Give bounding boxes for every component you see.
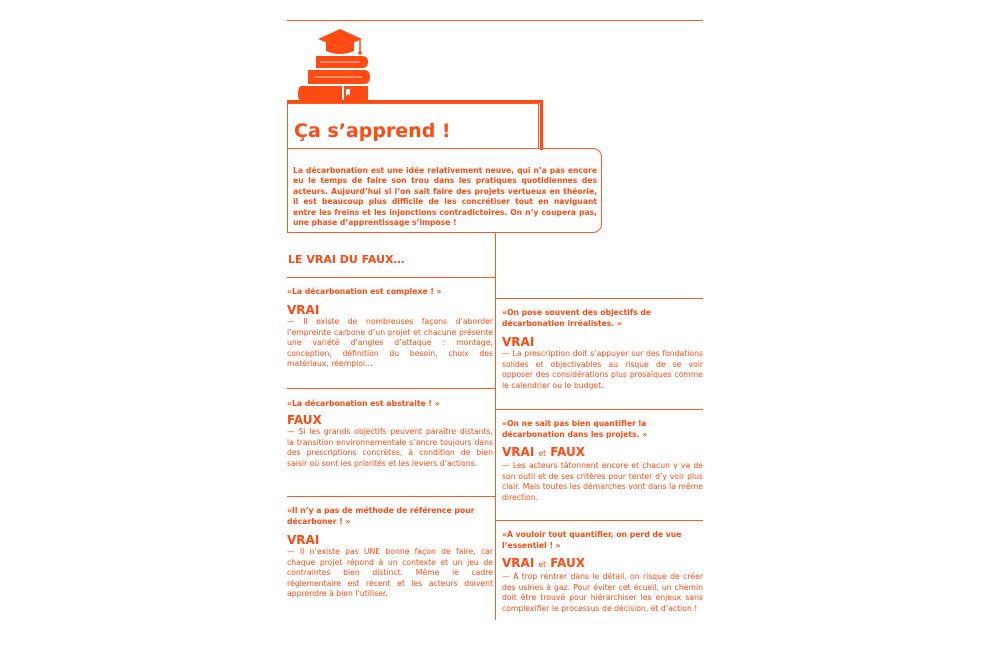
card-essentiel [502,529,703,614]
rule-right-2 [495,409,703,410]
card-verdict: VRAI [287,303,320,317]
card-question: «On pose souvent des objectifs de décarbonation irréalistes. » [502,308,652,328]
card-question: «La décarbonation est abstraite ! » [287,399,440,408]
top-rule [287,20,703,21]
card-quantifier [502,418,703,503]
card-verdict: VRAI [502,335,535,349]
card-verdict [502,445,703,461]
verdict-et: et [538,449,547,458]
card-methode [287,505,493,600]
rule-right-3 [495,520,703,521]
verdict-vrai: VRAI [502,445,535,459]
verdict-et: et [538,560,547,569]
card-verdict: FAUX [287,413,322,427]
rule-left-2 [287,388,495,389]
card-text: — Il existe de nombreuses façons d’aborder l’empreinte carbone d’un projet et chacune présente une variété d’angles d’attaque : montage, conception, définition du besoin, choix des matériaux, réemploi… [287,317,493,368]
verdict-faux: FAUX [550,445,585,459]
card-abstraite [287,398,493,469]
title-shadow-right [540,100,543,150]
verdict-faux: FAUX [550,556,585,570]
card-irrealistes [502,307,703,391]
card-verdict: VRAI [287,533,320,547]
intro-text: La décarbonation est une idée relativement neuve, qui n’a pas encore eu le temps de faire son trou dans les pratiques quotidiennes des acteurs. Aujourd’hui si l’on sait faire des projets vertueux en théorie, il est beaucoup plus difficile de les concrétiser tout en naviguant entre les freins et les injonctions contradictoires. On n’y coupera pas, une phase d’apprentissage s’impose ! [293,166,597,228]
section-title: LE VRAI DU FAUX… [288,253,405,266]
rule-left-3 [287,496,495,497]
graduation-cap-books-icon [298,26,378,104]
card-question: «À vouloir tout quantifier, on perd de vue l’essentiel ! » [502,530,682,550]
rule-left-1 [287,277,495,278]
card-text: — Si les grands objectifs peuvent paraître distants, la transition environnementale s’ancre toujours dans des prescriptions concrètes, à condition de bien saisir où sont les priorités et les leviers d’actions. [287,427,493,468]
card-question: «Il n’y a pas de méthode de référence pour décarboner ! » [287,506,475,526]
verdict-vrai: VRAI [502,556,535,570]
card-text: — Il n’existe pas UNE bonne façon de faire, car chaque projet répond à un contexte et un jeu de contraintes bien distinct. Même le cadre réglementaire est récent et les acteurs doivent apprendre à bien l’utiliser. [287,547,493,598]
card-complexe [287,286,493,370]
card-question: «On ne sait pas bien quantifier la décarbonation dans les projets. » [502,419,648,439]
card-question: «La décarbonation est complexe ! » [287,287,442,296]
column-divider [495,233,496,620]
rule-right-1 [495,298,703,299]
page-title: Ça s’apprend ! [294,120,451,142]
card-text: — À trop rentrer dans le détail, on risque de créer des usines à gaz. Pour éviter cet écueil, un chemin doit être trouvé pour hiérarchiser les enjeux sans complexifier le processus de décision, et d’action ! [502,572,703,613]
intro-box [287,148,602,233]
card-text: — Les acteurs tâtonnent encore et chacun y va de son outil et de ses critères pour tenter d’y voir plus clair. Mais toutes les démarches vont dans la même direction. [502,461,703,502]
card-text: — La prescription doit s’appuyer sur des fondations solides et objectivables au risque de se voir opposer des considérations plus prosaïques comme le calendrier ou le budget. [502,349,703,390]
card-verdict [502,556,703,572]
title-box [287,103,539,148]
